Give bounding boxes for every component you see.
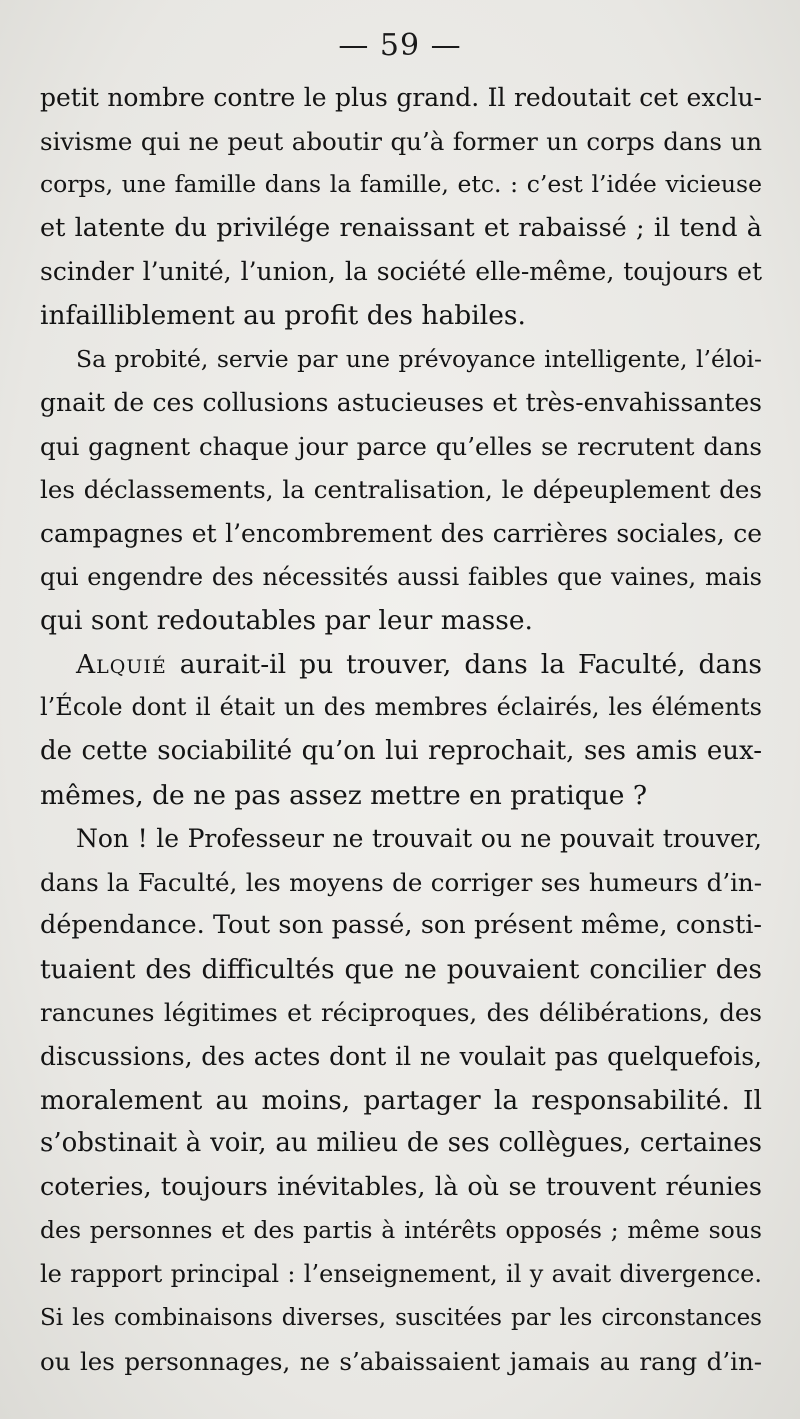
author-name-smallcaps: Alquié <box>76 648 167 680</box>
text-line: de cette sociabilité qu’on lui reprochait, ses amis eux- <box>40 735 762 766</box>
paragraph-2 <box>40 338 762 643</box>
text-line: qui gagnent chaque jour parce qu’elles se recrutent dans <box>40 431 762 461</box>
text-line: Si les combinaisons diverses, suscitées par les circonstances <box>40 1304 762 1331</box>
text-line: tuaient des difficultés que ne pouvaient concilier des <box>40 953 762 985</box>
text-line <box>40 643 762 687</box>
text-line: des personnes et des partis à intérêts opposés ; même sous <box>40 1216 762 1245</box>
text-line: Non ! le Professeur ne trouvait ou ne pouvait trouver, <box>76 824 762 854</box>
text-line: coteries, toujours inévitables, là où se trouvent réunies <box>40 1171 762 1202</box>
text-line: le rapport principal : l’enseignement, il y avait divergence. <box>40 1260 762 1289</box>
text-line: gnait de ces collusions astucieuses et très-envahissantes <box>40 388 762 418</box>
text-line: Sa probité, servie par une prévoyance intelligente, l’éloi- <box>76 344 762 373</box>
text-line: et latente du privilége renaissant et rabaissé ; il tend à <box>40 212 762 243</box>
text-line: campagnes et l’encombrement des carrières sociales, ce <box>40 518 762 548</box>
text-line: les déclassements, la centralisation, le dépeuplement des <box>40 475 762 505</box>
text-line: scinder l’unité, l’union, la société elle-même, toujours et <box>40 257 762 287</box>
text-line: infailliblement au profit des habiles. <box>40 299 526 331</box>
text-line: discussions, des actes dont il ne voulait pas quelquefois, <box>40 1042 762 1072</box>
text-line: qui engendre des nécessités aussi faibles que vaines, mais <box>40 562 762 591</box>
page-number: — 59 — <box>338 28 462 63</box>
paragraph-1 <box>40 76 762 338</box>
text-line: mêmes, de ne pas assez mettre en pratique ? <box>40 779 648 811</box>
text-line: s’obstinait à voir, au milieu de ses collègues, certaines <box>40 1128 762 1159</box>
text-line: sivisme qui ne peut aboutir qu’à former un corps dans un <box>40 126 762 156</box>
text-line: ou les personnages, ne s’abaissaient jamais au rang d’in- <box>40 1347 762 1377</box>
text-line: rancunes légitimes et réciproques, des délibérations, des <box>40 998 762 1028</box>
body-text <box>40 76 762 1384</box>
text-line: qui sont redoutables par leur masse. <box>40 605 533 637</box>
text-line: dépendance. Tout son passé, son présent même, consti- <box>40 910 762 941</box>
text-line: corps, une famille dans la famille, etc. : c’est l’idée vicieuse <box>40 170 762 199</box>
text-line-rest: aurait-il pu trouver, dans la Faculté, dans <box>166 648 762 680</box>
text-line: petit nombre contre le plus grand. Il redoutait cet exclu- <box>40 83 762 112</box>
paragraph-4 <box>40 817 762 1384</box>
text-line: moralement au moins, partager la responsabilité. Il <box>40 1084 762 1116</box>
paragraph-3 <box>40 643 762 817</box>
text-line: l’École dont il était un des membres éclairés, les éléments <box>40 693 762 722</box>
text-line: dans la Faculté, les moyens de corriger ses humeurs d’in- <box>40 867 762 897</box>
